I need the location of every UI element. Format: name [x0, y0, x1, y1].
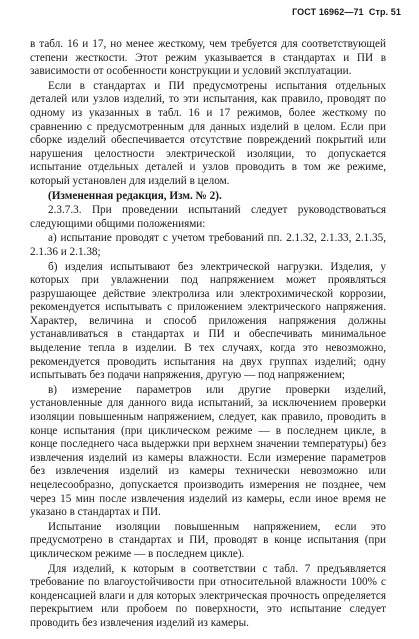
paragraph-parts-testing: Если в стандартах и ПИ предусмотрены испытания отдельных деталей или узлов изделий, то эти испытания, как правило, проводят по одному из указанных в табл. 16 и 17 режимов, более жесткому по сравнению с предусмотренным для данных изделий в целом. Если при сборке изделий обеспечивается отсутствие повреждений покрытий или нарушения целостности электрической изоляции, то допускается испытание отдельных деталей и узлов проводить в том же режиме, который установлен для изделий в целом.: [30, 79, 386, 187]
paragraph-2-3-7-3: 2.3.7.3. При проведении испытаний следует руководствоваться следующими общими положениями:: [30, 204, 386, 230]
list-item-a: а) испытание проводят с учетом требований пп. 2.1.32, 2.1.33, 2.1.35, 2.1.36 и 2.1.38;: [30, 232, 386, 258]
paragraph-continuation: в табл. 16 и 17, но менее жесткому, чем требуется для соответствующей степени жесткости. Этот режим указывается в стандартах и ПИ в зависимости от особенности конструкции и условий эксплуатации.: [30, 38, 386, 78]
revision-note: (Измененная редакция, Изм. № 2).: [48, 189, 222, 202]
page-header: [292, 7, 401, 17]
body-text: [30, 38, 386, 632]
paragraph-insulation-test: Испытание изоляции повышенным напряжением, если это предусмотрено в стандартах и ПИ, проводят в конце испытания (при циклическом режиме — в последнем цикле).: [30, 520, 386, 560]
list-item-v: в) измерение параметров или другие проверки изделий, установленные для данного вида испытаний, за исключением проверки изоляции повышенным напряжением, следует, как правило, проводить в конце испытания (при цикличеcком режиме — в последнем цикле, в конце последнего часа выдержки при верхнем значении температуры) без извлечения изделий из камеры влажности. Если измерение параметров без извлечения изделий из камеры технически невозможно или нецелесообразно, допускается производить измерения не позднее, чем через 15 мин после извлечения изделий из камеры, если иное время не указано в стандартах и ПИ.: [30, 383, 386, 519]
page-number: Стр. 51: [368, 7, 401, 17]
list-item-b: б) изделия испытывают без электрической нагрузки. Изделия, у которых при увлажнении под напряжением может проявляться разрушающее действие электролиза или электрохимической коррозии, рекомендуется испытывать с приложением электрического напряжения. Характер, величина и способ приложения напряжения должны устанавливаться в стандартах и ПИ и обеспечивать минимальное выделение тепла в изделии. В тех случаях, когда это невозможно, рекомендуется проводить испытания на двух группах изделий; одну испытывать без подачи напряжения, другую — под напряжением;: [30, 260, 386, 382]
paragraph-humidity-100: Для изделий, к которым в соответствии с табл. 7 предъявляется требование по влагоустойчивости при относительной влажности 100% с конденсацией влаги и для которых электрическая прочность определяется перекрытием или пробоем по поверхности, это испытание следует проводить без извлечения изделий из камеры.: [30, 562, 386, 629]
standard-number: ГОСТ 16962—71: [292, 7, 364, 17]
